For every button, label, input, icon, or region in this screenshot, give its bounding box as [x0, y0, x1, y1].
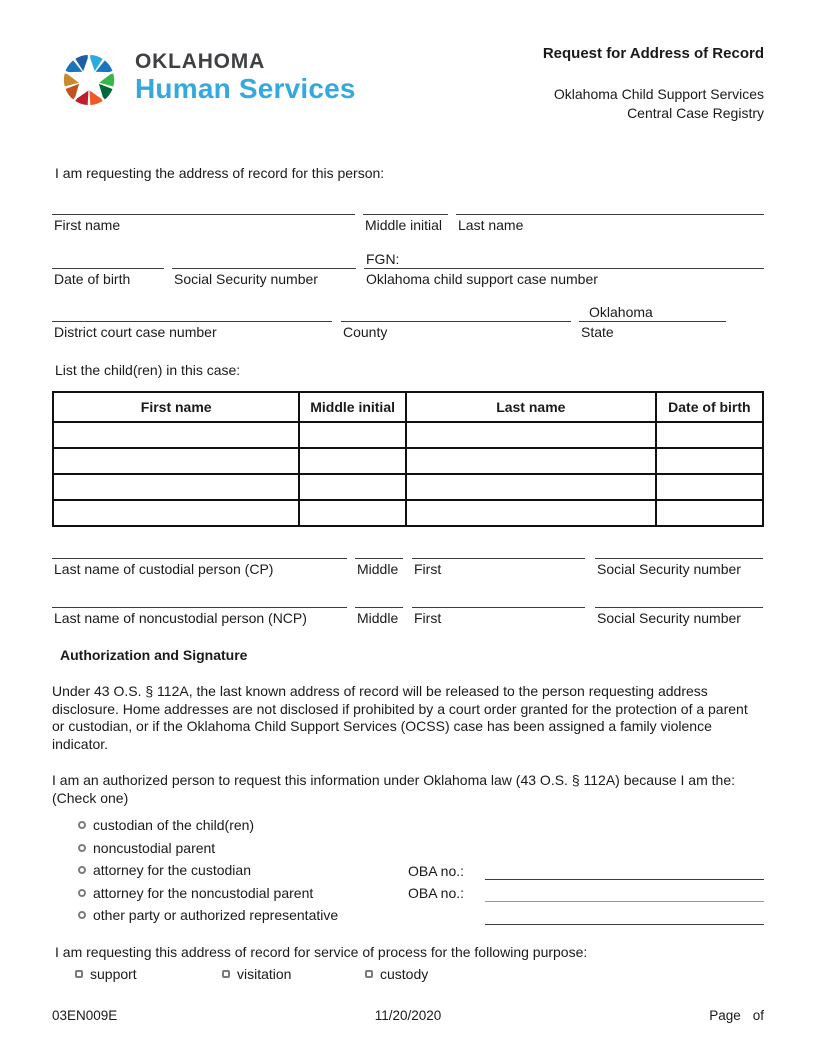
- checkbox-icon[interactable]: [222, 970, 230, 978]
- page-label: Page: [709, 1008, 741, 1023]
- authorization-heading: Authorization and Signature: [60, 647, 248, 663]
- children-table-row: [53, 500, 763, 526]
- case-number-label: Oklahoma child support case number: [366, 271, 598, 287]
- radio-option-attorney-custodian[interactable]: [78, 862, 408, 878]
- child-cell[interactable]: [299, 422, 406, 448]
- radio-icon[interactable]: [78, 866, 86, 874]
- ncp-first-input[interactable]: [412, 587, 585, 608]
- header-right: [543, 40, 764, 123]
- person-intro: I am requesting the address of record for this person:: [55, 165, 385, 181]
- cp-last-name-input[interactable]: [52, 538, 347, 559]
- agency-logo-text: [135, 50, 356, 104]
- ssn-label: Social Security number: [174, 271, 318, 287]
- field-ncp-middle: [355, 587, 403, 627]
- county-label: County: [343, 324, 388, 340]
- field-cp-last-name: [52, 538, 347, 578]
- checkbox-option-custody[interactable]: [365, 966, 428, 982]
- child-cell[interactable]: [299, 448, 406, 474]
- header: [52, 40, 764, 123]
- children-table-row: [53, 422, 763, 448]
- children-col-last-name: Last name: [406, 392, 656, 422]
- option-row-attorney-custodian: [52, 859, 764, 882]
- cp-first-label: First: [414, 561, 442, 577]
- children-col-first-name: First name: [53, 392, 299, 422]
- field-state: [579, 301, 726, 341]
- middle-initial-label: Middle initial: [365, 217, 443, 233]
- agency-logo: [52, 40, 356, 114]
- oba-number-input[interactable]: [485, 861, 764, 880]
- cp-first-input[interactable]: [412, 538, 585, 559]
- fgn-prefix: FGN:: [366, 251, 400, 267]
- option-label: custodian of the child(ren): [93, 817, 255, 834]
- checkbox-icon[interactable]: [365, 970, 373, 978]
- child-cell[interactable]: [299, 500, 406, 526]
- radio-icon[interactable]: [78, 844, 86, 852]
- field-last-name: [456, 194, 764, 234]
- child-cell[interactable]: [53, 500, 299, 526]
- form-title: Request for Address of Record: [542, 45, 764, 62]
- star-mosaic-icon: [52, 40, 126, 114]
- ncp-first-label: First: [414, 610, 442, 626]
- first-name-label: First name: [54, 217, 121, 233]
- option-label: noncustodial parent: [93, 839, 216, 856]
- child-cell[interactable]: [406, 474, 656, 500]
- other-party-input[interactable]: [485, 906, 764, 925]
- county-input[interactable]: [341, 301, 571, 322]
- radio-option-custodian[interactable]: [78, 817, 764, 833]
- purpose-label: visitation: [237, 965, 292, 982]
- revision-date: 11/20/2020: [374, 1008, 442, 1023]
- other-party-spacer: [408, 924, 485, 925]
- person-id-row: [52, 248, 764, 288]
- checkbox-option-visitation[interactable]: [222, 966, 365, 982]
- field-date-of-birth: [52, 248, 164, 288]
- child-cell[interactable]: [53, 474, 299, 500]
- checkbox-option-support[interactable]: [75, 966, 222, 982]
- person-court-row: [52, 301, 764, 341]
- cp-ssn-label: Social Security number: [597, 561, 741, 577]
- purpose-label: custody: [380, 965, 429, 982]
- ncp-ssn-label: Social Security number: [597, 610, 741, 626]
- radio-icon[interactable]: [78, 889, 86, 897]
- children-col-middle-initial: Middle initial: [299, 392, 406, 422]
- child-cell[interactable]: [656, 500, 763, 526]
- logo-line-oklahoma: OKLAHOMA: [135, 50, 266, 73]
- child-cell[interactable]: [406, 500, 656, 526]
- field-district-court: [52, 301, 332, 341]
- district-court-label: District court case number: [54, 324, 217, 340]
- ncp-ssn-input[interactable]: [595, 587, 763, 608]
- child-cell[interactable]: [53, 448, 299, 474]
- custodial-person-row: [52, 538, 764, 578]
- cp-ssn-input[interactable]: [595, 538, 763, 559]
- cp-middle-input[interactable]: [355, 538, 403, 559]
- case-number-input[interactable]: [364, 248, 764, 269]
- option-label: attorney for the custodian: [93, 862, 251, 879]
- field-ssn: [172, 248, 356, 288]
- field-ncp-last-name: [52, 587, 347, 627]
- field-county: [341, 301, 571, 341]
- field-case-number: [364, 248, 764, 288]
- ncp-last-name-label: Last name of noncustodial person (NCP): [54, 610, 307, 626]
- ssn-input[interactable]: [172, 248, 356, 269]
- org-name: Oklahoma Child Support Services: [553, 86, 764, 102]
- children-table: [52, 391, 764, 527]
- cp-last-name-label: Last name of custodial person (CP): [54, 561, 274, 577]
- child-cell[interactable]: [299, 474, 406, 500]
- last-name-label: Last name: [458, 217, 524, 233]
- dept-name: Central Case Registry: [627, 105, 764, 121]
- requester-options: [52, 814, 764, 927]
- date-of-birth-label: Date of birth: [54, 271, 131, 287]
- authorization-paragraph: Under 43 O.S. § 112A, the last known address of record will be released to the person requesting address disclosure. Home addresses are not disclosed if prohibited by a court order granted for the protection of a parent or custodian, or if the Oklahoma Child Support Services (OCSS) case has been assigned a family violence indicator.: [52, 683, 748, 752]
- state-input[interactable]: Oklahoma: [579, 301, 726, 322]
- authorized-person-intro: I am an authorized person to request this information under Oklahoma law (43 O.S. § 112A) because I am the: (Check one): [52, 772, 735, 806]
- child-cell[interactable]: [656, 474, 763, 500]
- state-label: State: [581, 324, 614, 340]
- radio-icon[interactable]: [78, 821, 86, 829]
- children-intro: List the child(ren) in this case:: [55, 362, 241, 378]
- last-name-input[interactable]: [456, 194, 764, 215]
- ncp-last-name-input[interactable]: [52, 587, 347, 608]
- option-row-custodian: [52, 814, 764, 837]
- purpose-options: [75, 966, 764, 982]
- oba-field-noncustodial: [408, 883, 764, 902]
- field-ncp-first: [412, 587, 585, 627]
- children-table-row: [53, 474, 763, 500]
- checkbox-icon[interactable]: [75, 970, 83, 978]
- person-name-row: [52, 194, 764, 234]
- oba-number-input[interactable]: [485, 883, 764, 902]
- oba-label: OBA no.:: [408, 885, 465, 902]
- page-footer: [52, 1008, 764, 1023]
- option-row-other-party: [52, 904, 764, 927]
- children-table-header-row: [53, 392, 763, 422]
- option-label: attorney for the noncustodial parent: [93, 884, 314, 901]
- radio-option-noncustodial-parent[interactable]: [78, 840, 764, 856]
- purpose-label: support: [90, 965, 137, 982]
- field-cp-middle: [355, 538, 403, 578]
- middle-initial-input[interactable]: [363, 194, 448, 215]
- first-name-input[interactable]: [52, 194, 355, 215]
- radio-option-other-party[interactable]: [78, 907, 408, 923]
- oba-label: OBA no.:: [408, 862, 465, 879]
- date-of-birth-input[interactable]: [52, 248, 164, 269]
- children-table-row: [53, 448, 763, 474]
- of-label: of: [752, 1008, 764, 1023]
- cp-middle-label: Middle: [357, 561, 399, 577]
- oba-field-custodian: [408, 861, 764, 880]
- district-court-input[interactable]: [52, 301, 332, 322]
- option-label: other party or authorized representative: [93, 907, 339, 924]
- noncustodial-person-row: [52, 587, 764, 627]
- other-party-field: [408, 906, 764, 925]
- field-cp-ssn: [595, 538, 763, 578]
- radio-icon[interactable]: [78, 911, 86, 919]
- radio-option-attorney-noncustodial[interactable]: [78, 885, 408, 901]
- child-cell[interactable]: [406, 422, 656, 448]
- child-cell[interactable]: [656, 422, 763, 448]
- ncp-middle-label: Middle: [357, 610, 399, 626]
- field-ncp-ssn: [595, 587, 763, 627]
- option-row-noncustodial-parent: [52, 837, 764, 860]
- child-cell[interactable]: [53, 422, 299, 448]
- purpose-intro: I am requesting this address of record for service of process for the following purpose:: [55, 943, 588, 960]
- logo-line-human-services: Human Services: [135, 73, 356, 104]
- children-col-date-of-birth: Date of birth: [656, 392, 763, 422]
- field-middle-initial: [363, 194, 448, 234]
- form-number: 03EN009E: [52, 1008, 118, 1023]
- child-cell[interactable]: [656, 448, 763, 474]
- field-first-name: [52, 194, 355, 234]
- child-cell[interactable]: [406, 448, 656, 474]
- field-cp-first: [412, 538, 585, 578]
- ncp-middle-input[interactable]: [355, 587, 403, 608]
- option-row-attorney-noncustodial: [52, 882, 764, 905]
